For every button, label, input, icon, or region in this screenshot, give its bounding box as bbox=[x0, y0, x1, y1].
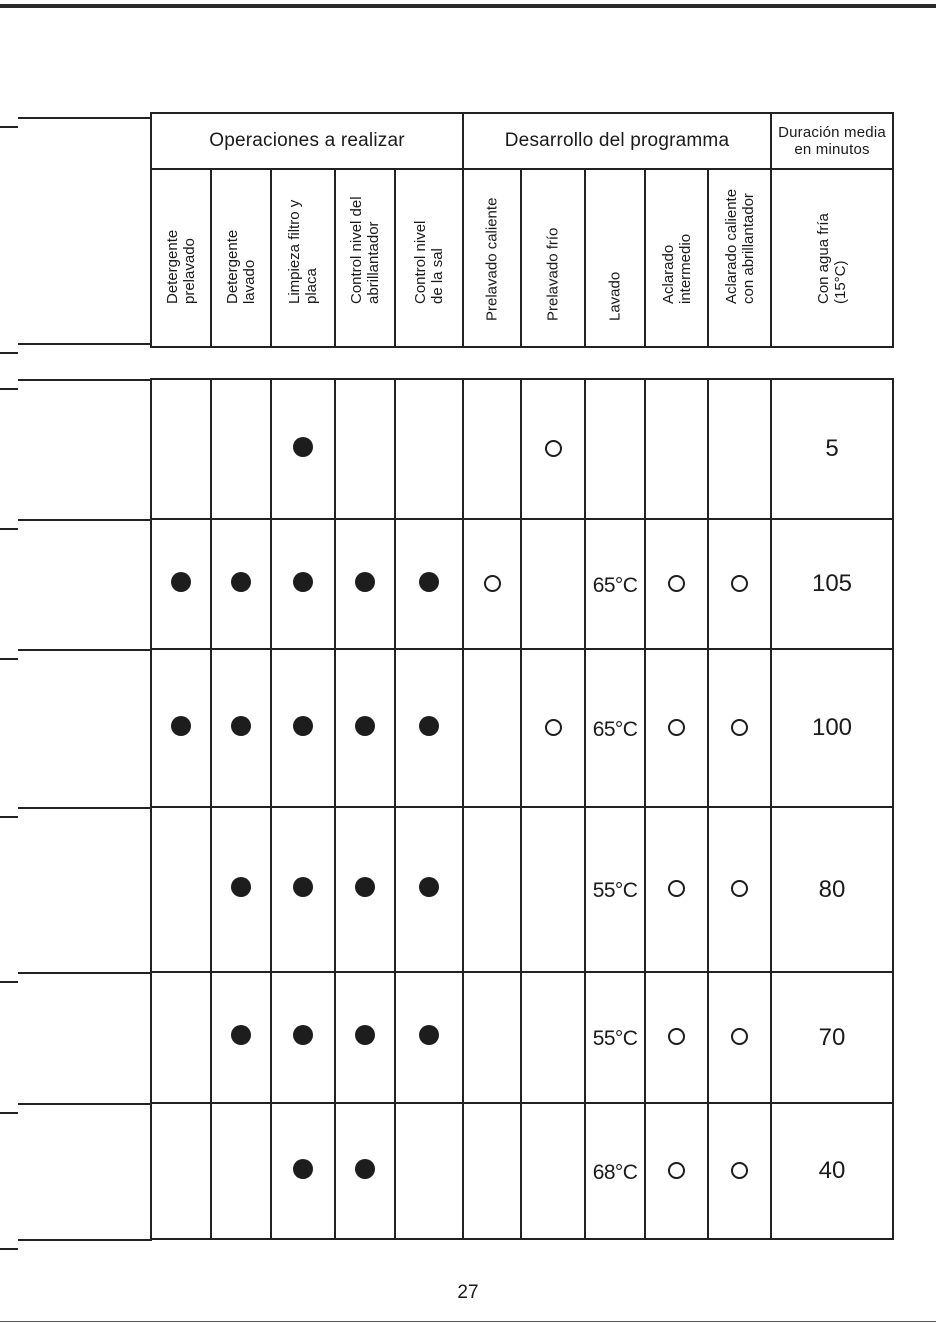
cell-aclarado-caliente bbox=[708, 649, 771, 807]
cell-prelavado-frio bbox=[521, 807, 585, 972]
gap-cell bbox=[151, 347, 893, 379]
cell-aclarado-intermedio bbox=[645, 519, 708, 649]
column-header bbox=[211, 169, 271, 347]
column-header bbox=[708, 169, 771, 347]
filled-circle-icon bbox=[231, 1025, 251, 1045]
filled-circle-icon bbox=[171, 716, 191, 736]
filled-circle-icon bbox=[293, 572, 313, 592]
gutter-mark bbox=[0, 1112, 18, 1114]
duration-minutes: 100 bbox=[811, 714, 853, 741]
open-circle-icon bbox=[545, 719, 562, 736]
open-circle-icon bbox=[731, 575, 748, 592]
open-circle-icon bbox=[731, 1162, 748, 1179]
filled-circle-icon bbox=[355, 1025, 375, 1045]
cell-control-sal bbox=[395, 1103, 463, 1239]
cell-control-abrillantador bbox=[335, 379, 395, 519]
open-circle-icon bbox=[731, 1028, 748, 1045]
top-rule bbox=[0, 4, 936, 8]
open-circle-icon bbox=[668, 880, 685, 897]
column-header bbox=[771, 169, 893, 347]
gutter-mark bbox=[0, 658, 18, 660]
open-circle-icon bbox=[731, 719, 748, 736]
cell-control-sal bbox=[395, 519, 463, 649]
cell-prelavado-caliente bbox=[463, 972, 521, 1103]
cell-limpieza-filtro bbox=[271, 379, 335, 519]
cell-lavado bbox=[585, 1103, 645, 1239]
header-gap bbox=[151, 347, 893, 379]
column-header bbox=[151, 169, 211, 347]
cell-control-abrillantador bbox=[335, 1103, 395, 1239]
column-label-prelavado-frio: Prelavado frío bbox=[544, 227, 562, 321]
cell-duracion bbox=[771, 807, 893, 972]
cell-detergente-lavado bbox=[211, 1103, 271, 1239]
cell-prelavado-caliente bbox=[463, 1103, 521, 1239]
header-duration-label: Duración media en minutos bbox=[778, 124, 886, 158]
table-row bbox=[151, 807, 893, 972]
column-label-lavado: Lavado bbox=[606, 271, 624, 321]
column-header bbox=[521, 169, 585, 347]
cell-aclarado-intermedio bbox=[645, 1103, 708, 1239]
header-duration bbox=[771, 113, 893, 169]
cell-prelavado-caliente bbox=[463, 379, 521, 519]
cell-aclarado-caliente bbox=[708, 1103, 771, 1239]
cell-detergente-prelavado bbox=[151, 649, 211, 807]
cell-prelavado-caliente bbox=[463, 519, 521, 649]
column-header bbox=[585, 169, 645, 347]
row-rule bbox=[18, 519, 152, 521]
duration-minutes: 5 bbox=[825, 435, 839, 462]
cell-prelavado-frio bbox=[521, 1103, 585, 1239]
header-development: Desarrollo del programma bbox=[463, 113, 771, 169]
table-row bbox=[151, 649, 893, 807]
filled-circle-icon bbox=[355, 716, 375, 736]
row-rule bbox=[18, 117, 152, 119]
open-circle-icon bbox=[668, 1162, 685, 1179]
filled-circle-icon bbox=[355, 572, 375, 592]
column-header bbox=[395, 169, 463, 347]
cell-aclarado-caliente bbox=[708, 519, 771, 649]
duration-minutes: 80 bbox=[818, 875, 846, 903]
open-circle-icon bbox=[731, 880, 748, 897]
cell-prelavado-frio bbox=[521, 379, 585, 519]
filled-circle-icon bbox=[419, 877, 439, 897]
open-circle-icon bbox=[668, 1028, 685, 1045]
cell-control-sal bbox=[395, 972, 463, 1103]
cell-duracion bbox=[771, 1103, 893, 1239]
program-table bbox=[150, 112, 894, 1240]
cell-limpieza-filtro bbox=[271, 807, 335, 972]
cell-detergente-prelavado bbox=[151, 972, 211, 1103]
gutter-mark bbox=[0, 352, 18, 354]
wash-temperature: 65°C bbox=[592, 717, 638, 741]
cell-control-abrillantador bbox=[335, 972, 395, 1103]
cell-aclarado-caliente bbox=[708, 379, 771, 519]
column-label-limpieza-filtro: Limpieza filtro y placa bbox=[286, 199, 320, 304]
row-rule bbox=[18, 649, 152, 651]
filled-circle-icon bbox=[355, 877, 375, 897]
filled-circle-icon bbox=[293, 716, 313, 736]
bottom-rule bbox=[0, 1321, 936, 1322]
row-rule bbox=[18, 1103, 152, 1105]
filled-circle-icon bbox=[293, 1159, 313, 1179]
cell-detergente-prelavado bbox=[151, 1103, 211, 1239]
filled-circle-icon bbox=[293, 877, 313, 897]
column-label-detergente-lavado: Detergente lavado bbox=[224, 229, 258, 304]
cell-detergente-lavado bbox=[211, 379, 271, 519]
column-label-control-abrillantador: Control nivel del abrillantador bbox=[348, 196, 382, 304]
filled-circle-icon bbox=[171, 572, 191, 592]
cell-control-sal bbox=[395, 649, 463, 807]
filled-circle-icon bbox=[355, 1159, 375, 1179]
row-rule bbox=[18, 343, 152, 345]
filled-circle-icon bbox=[419, 572, 439, 592]
cell-detergente-lavado bbox=[211, 807, 271, 972]
gutter-mark bbox=[0, 126, 18, 128]
filled-circle-icon bbox=[293, 437, 313, 457]
open-circle-icon bbox=[545, 440, 562, 457]
cell-duracion bbox=[771, 972, 893, 1103]
cell-control-abrillantador bbox=[335, 807, 395, 972]
column-label-control-sal: Control nivel de la sal bbox=[412, 220, 446, 304]
cell-duracion bbox=[771, 379, 893, 519]
cell-aclarado-caliente bbox=[708, 972, 771, 1103]
cell-lavado bbox=[585, 807, 645, 972]
column-header bbox=[335, 169, 395, 347]
filled-circle-icon bbox=[293, 1025, 313, 1045]
duration-minutes: 40 bbox=[818, 1157, 846, 1184]
cell-prelavado-frio bbox=[521, 519, 585, 649]
cell-detergente-prelavado bbox=[151, 519, 211, 649]
open-circle-icon bbox=[668, 575, 685, 592]
cell-prelavado-frio bbox=[521, 649, 585, 807]
column-header bbox=[271, 169, 335, 347]
filled-circle-icon bbox=[419, 1025, 439, 1045]
header-operations: Operaciones a realizar bbox=[151, 113, 463, 169]
cell-aclarado-intermedio bbox=[645, 807, 708, 972]
column-header bbox=[463, 169, 521, 347]
duration-minutes: 105 bbox=[811, 570, 853, 597]
cell-lavado bbox=[585, 649, 645, 807]
open-circle-icon bbox=[668, 719, 685, 736]
cell-lavado bbox=[585, 519, 645, 649]
gutter-mark bbox=[0, 816, 18, 818]
column-label-detergente-prelavado: Detergente prelavado bbox=[164, 229, 198, 304]
cell-control-abrillantador bbox=[335, 519, 395, 649]
cell-detergente-prelavado bbox=[151, 379, 211, 519]
gutter-mark bbox=[0, 528, 18, 530]
program-rows bbox=[151, 347, 893, 1239]
table-row bbox=[151, 519, 893, 649]
wash-temperature: 55°C bbox=[592, 1027, 638, 1050]
cell-limpieza-filtro bbox=[271, 519, 335, 649]
cell-control-sal bbox=[395, 379, 463, 519]
cell-detergente-prelavado bbox=[151, 807, 211, 972]
cell-control-sal bbox=[395, 807, 463, 972]
column-label-agua-fria: Con agua fría (15°C) bbox=[815, 213, 849, 304]
gutter-mark bbox=[0, 1248, 18, 1250]
table-row bbox=[151, 379, 893, 519]
row-rule bbox=[18, 379, 152, 381]
gutter-mark bbox=[0, 981, 18, 983]
cell-aclarado-caliente bbox=[708, 807, 771, 972]
cell-aclarado-intermedio bbox=[645, 972, 708, 1103]
row-rule bbox=[18, 807, 152, 809]
cell-duracion bbox=[771, 519, 893, 649]
cell-control-abrillantador bbox=[335, 649, 395, 807]
cell-lavado bbox=[585, 379, 645, 519]
wash-temperature: 68°C bbox=[592, 1160, 638, 1184]
cell-detergente-lavado bbox=[211, 519, 271, 649]
cell-prelavado-frio bbox=[521, 972, 585, 1103]
row-rule bbox=[18, 1239, 152, 1241]
filled-circle-icon bbox=[231, 877, 251, 897]
cell-detergente-lavado bbox=[211, 649, 271, 807]
cell-duracion bbox=[771, 649, 893, 807]
cell-prelavado-caliente bbox=[463, 649, 521, 807]
column-label-aclarado-caliente: Aclarado caliente con abrillantador bbox=[722, 188, 757, 304]
table-row bbox=[151, 1103, 893, 1239]
cell-prelavado-caliente bbox=[463, 807, 521, 972]
gutter-mark bbox=[0, 388, 18, 390]
column-header bbox=[645, 169, 708, 347]
cell-detergente-lavado bbox=[211, 972, 271, 1103]
table-row bbox=[151, 972, 893, 1103]
wash-temperature: 65°C bbox=[592, 573, 638, 597]
cell-aclarado-intermedio bbox=[645, 379, 708, 519]
column-label-aclarado-intermedio: Aclarado intermedio bbox=[659, 233, 694, 304]
open-circle-icon bbox=[484, 575, 501, 592]
wash-temperature: 55°C bbox=[592, 879, 638, 902]
filled-circle-icon bbox=[231, 716, 251, 736]
cell-limpieza-filtro bbox=[271, 1103, 335, 1239]
cell-limpieza-filtro bbox=[271, 649, 335, 807]
filled-circle-icon bbox=[231, 572, 251, 592]
cell-limpieza-filtro bbox=[271, 972, 335, 1103]
filled-circle-icon bbox=[419, 716, 439, 736]
column-label-prelavado-caliente: Prelavado caliente bbox=[483, 197, 501, 321]
cell-lavado bbox=[585, 972, 645, 1103]
duration-minutes: 70 bbox=[818, 1023, 846, 1051]
cell-aclarado-intermedio bbox=[645, 649, 708, 807]
row-rule bbox=[18, 972, 152, 974]
page-number: 27 bbox=[457, 1282, 479, 1303]
